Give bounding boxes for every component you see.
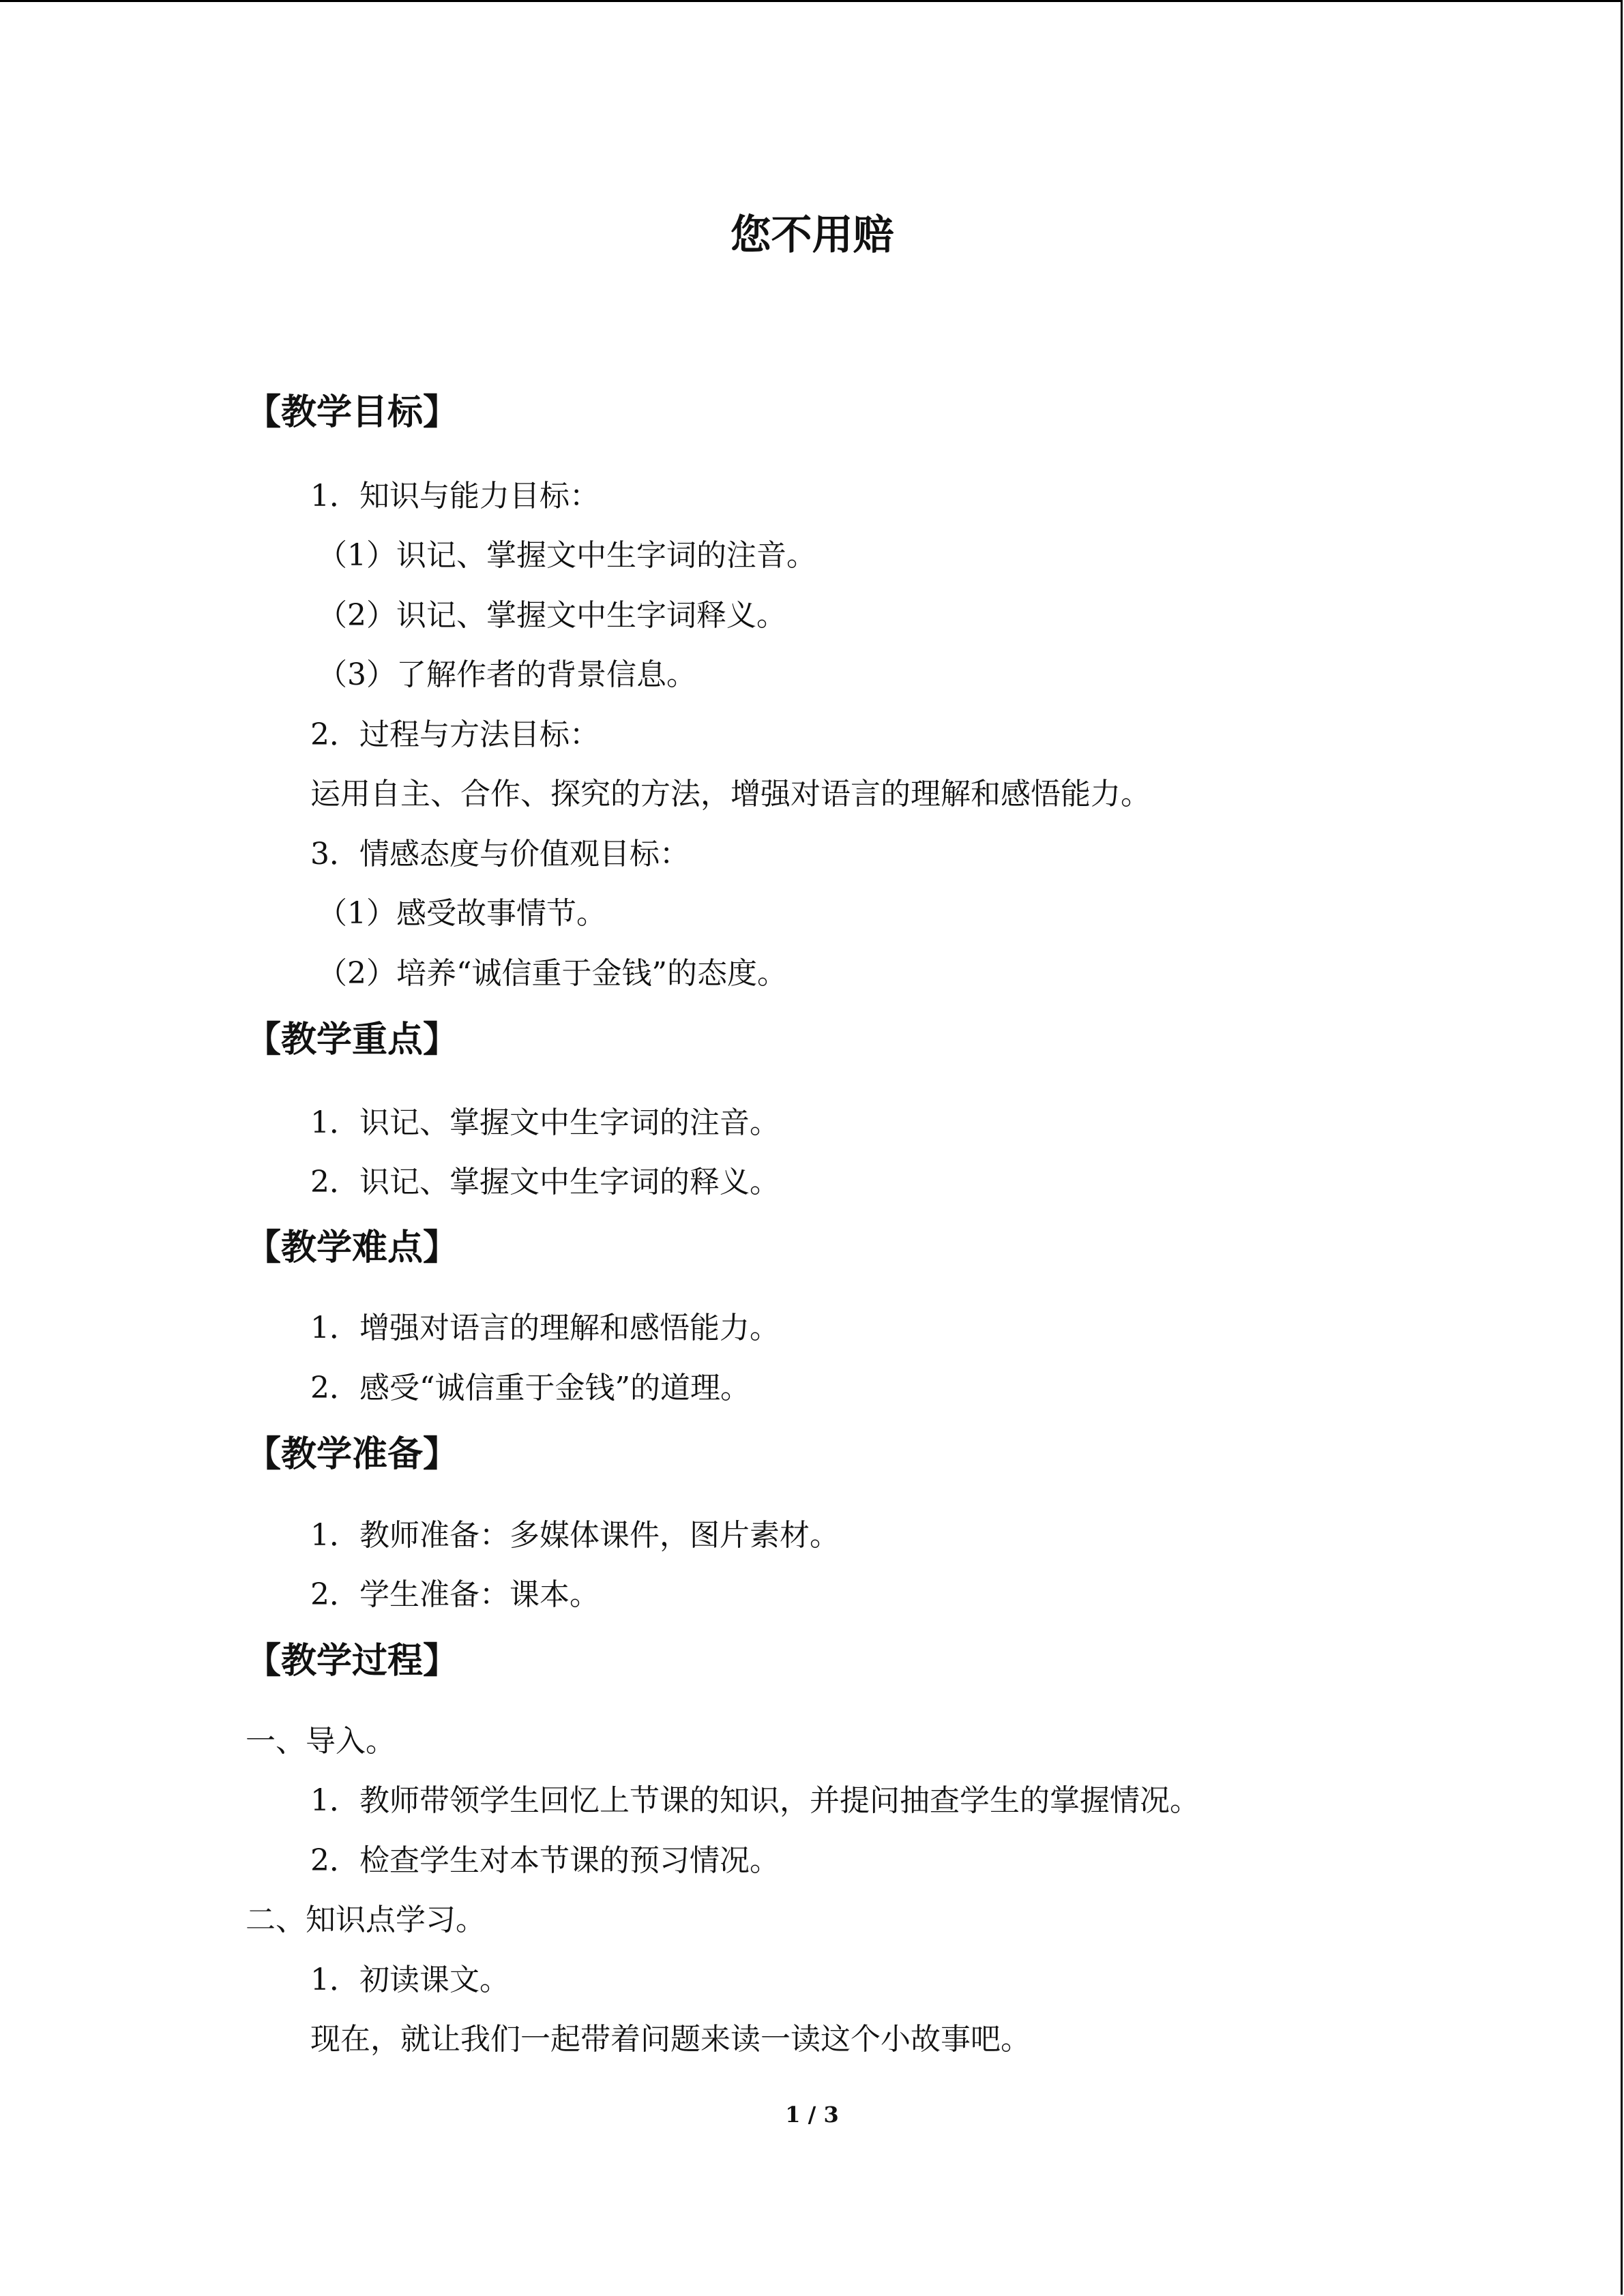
page-indicator: 1 / 3 bbox=[785, 2102, 839, 2128]
objective-line: 1．知识与能力目标： bbox=[310, 479, 600, 513]
objective-line: 运用自主、合作、探究的方法，增强对语言的理解和感悟能力。 bbox=[310, 777, 1151, 811]
section-heading-objectives: 【教学目标】 bbox=[246, 392, 459, 433]
preparation-line: 2．学生准备：课本。 bbox=[310, 1577, 600, 1612]
process-line: 一、导入。 bbox=[246, 1724, 396, 1759]
objective-line: （1）感受故事情节。 bbox=[317, 896, 606, 931]
preparation-line: 1．教师准备：多媒体课件，图片素材。 bbox=[310, 1518, 840, 1553]
process-line: 现在，就让我们一起带着问题来读一读这个小故事吧。 bbox=[310, 2022, 1031, 2057]
objective-line: （2）培养“诚信重于金钱”的态度。 bbox=[317, 956, 787, 991]
difficulty-line: 2．感受“诚信重于金钱”的道理。 bbox=[310, 1371, 750, 1405]
section-heading-difficulties: 【教学难点】 bbox=[246, 1227, 459, 1268]
process-line: 二、知识点学习。 bbox=[246, 1903, 486, 1937]
section-heading-process: 【教学过程】 bbox=[246, 1641, 459, 1682]
section-heading-preparation: 【教学准备】 bbox=[246, 1434, 459, 1475]
difficulty-line: 1．增强对语言的理解和感悟能力。 bbox=[310, 1311, 780, 1345]
key-point-line: 1．识记、掌握文中生字词的注音。 bbox=[310, 1105, 780, 1140]
key-point-line: 2．识记、掌握文中生字词的释义。 bbox=[310, 1165, 780, 1199]
section-heading-key-points: 【教学重点】 bbox=[246, 1019, 459, 1060]
objective-line: （2）识记、掌握文中生字词释义。 bbox=[317, 598, 786, 633]
objective-line: （1）识记、掌握文中生字词的注音。 bbox=[317, 538, 816, 573]
process-line: 1．初读课文。 bbox=[310, 1963, 510, 1997]
objective-line: 3．情感态度与价值观目标： bbox=[310, 837, 690, 871]
objective-line: （3）了解作者的背景信息。 bbox=[317, 657, 696, 692]
process-line: 2．检查学生对本节课的预习情况。 bbox=[310, 1843, 780, 1878]
document-title: 您不用赔 bbox=[730, 211, 894, 259]
objective-line: 2．过程与方法目标： bbox=[310, 717, 600, 752]
process-line: 1．教师带领学生回忆上节课的知识，并提问抽查学生的掌握情况。 bbox=[310, 1783, 1200, 1818]
